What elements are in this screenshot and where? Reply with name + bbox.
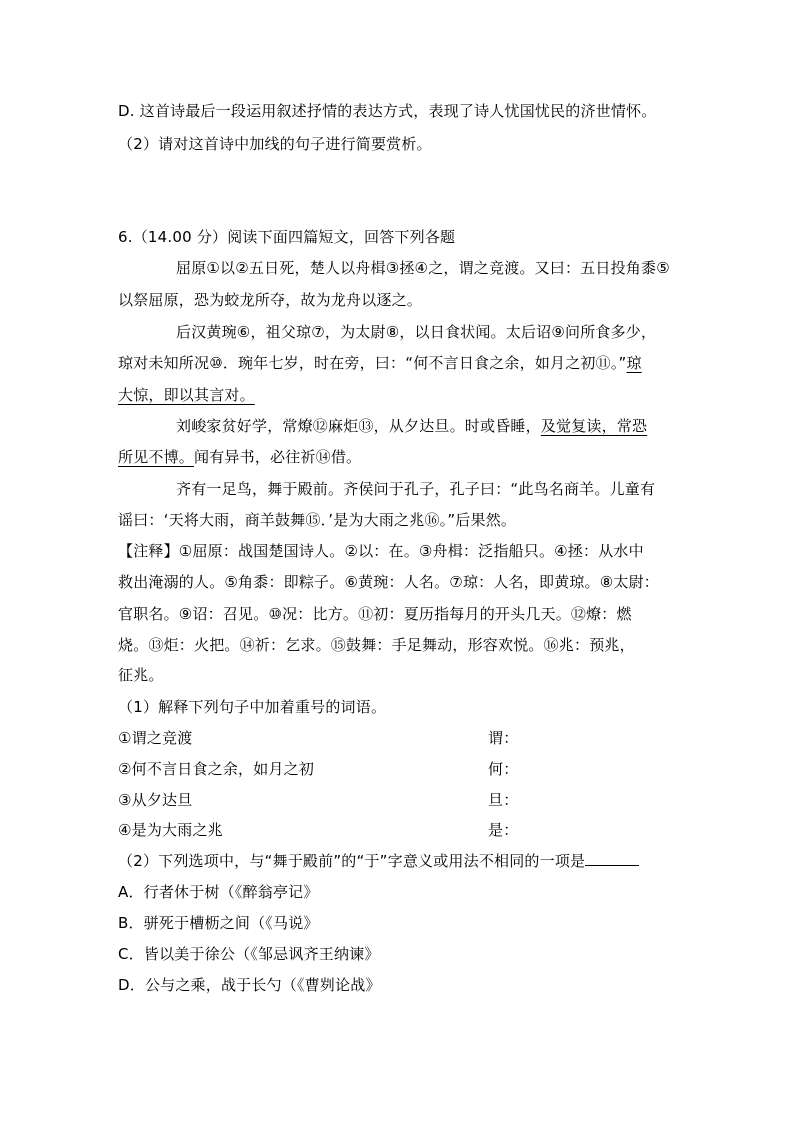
notes-line-5 <box>118 665 678 685</box>
choice-d <box>118 975 678 995</box>
passage-2-line-3 <box>118 385 678 405</box>
choice-c-text: C．皆以美于徐公（《邹忌讽齐王纳谏》 <box>118 945 380 963</box>
passage-4-line-2 <box>118 510 678 530</box>
vocab-sentence: ③从夕达旦 <box>118 791 193 809</box>
passage-3-line-1 <box>176 416 736 436</box>
vocab-answer-label: 谓： <box>488 729 519 747</box>
vocab-sentence: ①谓之竞渡 <box>118 729 193 747</box>
notes-text: 救出淹溺的人。⑤角黍：即粽子。⑥黄琬：人名。⑦琼：人名，即黄琼。⑧太尉： <box>118 573 659 591</box>
vocab-answer-label: 旦： <box>488 791 519 809</box>
passage-text: 闻有异书，必往祈⑭借。 <box>194 448 362 466</box>
subquestion-2-line <box>118 851 678 871</box>
notes-text: 征兆。 <box>118 666 164 684</box>
notes-text: 【注释】①屈原：战国楚国诗人。②以：在。③舟楫：泛指船只。④拯：从水中 <box>118 542 644 560</box>
question-6-heading <box>118 227 678 247</box>
underlined-sentence: 大惊，即以其言对。 <box>118 386 255 404</box>
subquestion-text: （1）解释下列句子中加着重号的词语。 <box>118 698 387 716</box>
passage-text: 谣曰：‘天将大雨，商羊鼓舞⑮．’是为大雨之兆⑯。”后果然。 <box>118 511 517 529</box>
question-2-text: （2）请对这首诗中加线的句子进行简要赏析。 <box>118 135 432 153</box>
choice-a-text: A．行者休于树（《醉翁亭记》 <box>118 883 319 901</box>
underlined-sentence: 及觉复读，常恐 <box>540 417 648 435</box>
vocab-answer-label: 何： <box>488 760 519 778</box>
passage-text: 刘峻家贫好学，常燎⑫麻炬⑬，从夕达旦。时或昏睡， <box>176 417 541 435</box>
vocab-sentence: ②何不言日食之余，如月之初 <box>118 760 315 778</box>
vocab-row-4 <box>118 820 678 840</box>
vocab-row-2 <box>118 759 678 779</box>
passage-text: 以祭屈原，恐为蛟龙所夺，故为龙舟以逐之。 <box>118 291 423 309</box>
passage-text: 琼对未知所况⑩．琬年七岁，时在旁，曰：“何不言日食之余，如月之初⑪。” <box>118 354 627 372</box>
passage-text: 后汉黄琬⑥，祖父琼⑦，为太尉⑧，以日食状闻。太后诏⑨问所食多少， <box>176 323 657 341</box>
passage-1-line-2 <box>118 290 678 310</box>
notes-text: 官职名。⑨诏：召见。⑩况：比方。⑪初：夏历指每月的开头几天。⑫燎：燃 <box>118 605 632 623</box>
passage-3-line-2 <box>118 447 678 467</box>
option-d-line <box>118 101 678 121</box>
question-2-line <box>118 134 678 154</box>
notes-line-1 <box>118 541 678 561</box>
answer-blank[interactable] <box>585 851 639 866</box>
vocab-sentence: ④是为大雨之兆 <box>118 821 223 839</box>
notes-line-4 <box>118 635 678 655</box>
choice-b-text: B．骈死于槽枥之间（《马说》 <box>118 914 319 932</box>
underlined-sentence: 所见不博。 <box>118 448 195 466</box>
passage-2-line-1 <box>176 322 736 342</box>
vocab-row-1 <box>118 728 678 748</box>
vocab-answer-label: 是： <box>488 821 519 839</box>
notes-line-2 <box>118 572 678 592</box>
subquestion-1-line <box>118 697 678 717</box>
choice-d-text: D．公与之乘，战于长勺（《曹刿论战》 <box>118 976 381 994</box>
choice-c <box>118 944 678 964</box>
choice-b <box>118 913 678 933</box>
subquestion-text: （2）下列选项中，与“舞于殿前”的“于”字意义或用法不相同的一项是 <box>118 852 586 870</box>
notes-line-3 <box>118 604 678 624</box>
passage-2-line-2 <box>118 353 678 373</box>
vocab-row-3 <box>118 790 678 810</box>
option-d-text: D. 这首诗最后一段运用叙述抒情的表达方式，表现了诗人忧国忧民的济世情怀。 <box>118 102 657 120</box>
choice-a <box>118 882 678 902</box>
passage-1-line-1 <box>176 258 736 278</box>
passage-4-line-1 <box>176 479 736 499</box>
notes-text: 烧。⑬炬：火把。⑭祈：乞求。⑮鼓舞：手足舞动，形容欢悦。⑯兆：预兆， <box>118 636 635 654</box>
question-6-text: 6.（14.00 分）阅读下面四篇短文，回答下列各题 <box>118 228 456 246</box>
underlined-sentence: 琼 <box>626 354 642 372</box>
passage-text: 齐有一足鸟，舞于殿前。齐侯问于孔子，孔子曰：“此鸟名商羊。儿童有 <box>176 480 656 498</box>
passage-text: 屈原①以②五日死，楚人以舟楫③拯④之，谓之竞渡。又曰：五日投角黍⑤ <box>176 259 670 277</box>
